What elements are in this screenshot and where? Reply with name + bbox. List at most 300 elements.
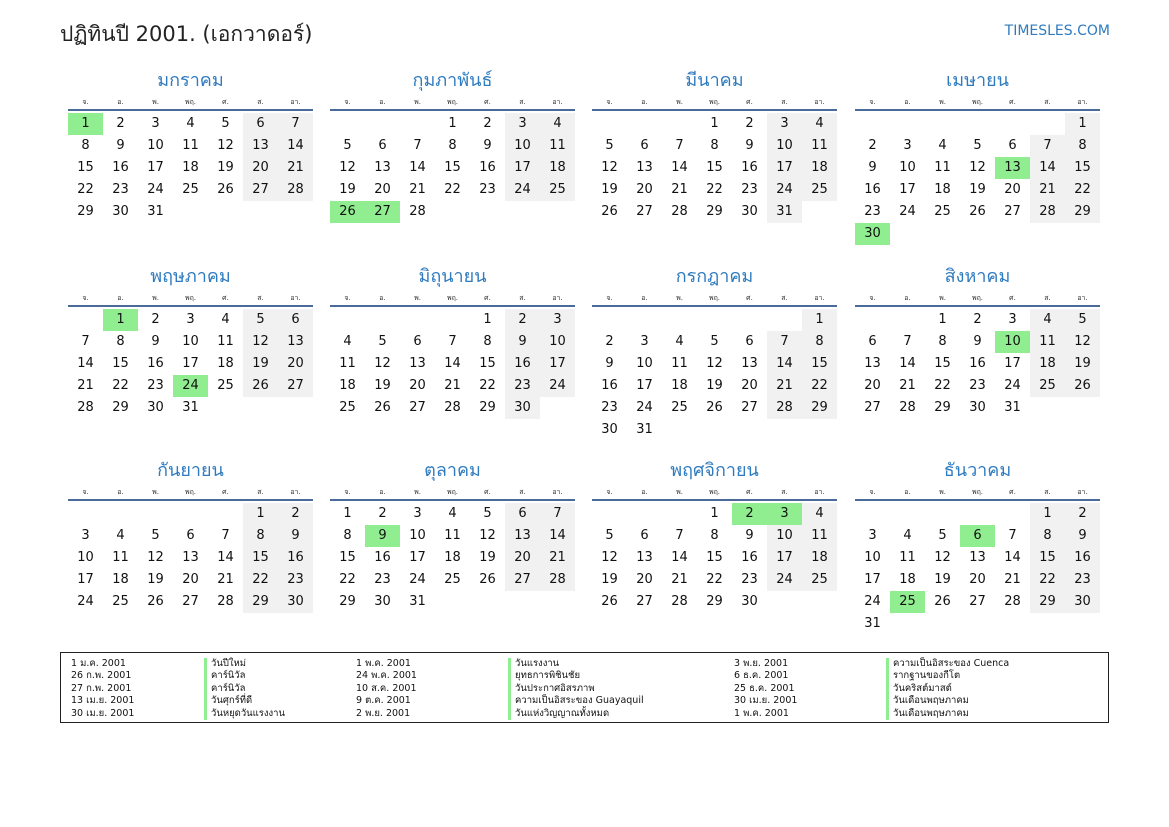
day-cell[interactable]: 16 (969, 356, 986, 371)
day-cell[interactable]: 27 (243, 179, 278, 201)
day-cell[interactable]: 3 (1008, 312, 1017, 327)
day-cell[interactable]: 18 (339, 378, 356, 393)
day-cell[interactable]: 16 (147, 356, 164, 371)
day-cell[interactable]: 22 (339, 572, 356, 587)
day-cell[interactable]: 21 (1030, 179, 1065, 201)
day-cell[interactable]: 20 (741, 378, 758, 393)
day-cell[interactable]: 16 (601, 378, 618, 393)
day-cell[interactable]: 28 (899, 400, 916, 415)
day-cell[interactable]: 12 (374, 356, 391, 371)
day-cell[interactable]: 25 (540, 179, 575, 201)
day-cell[interactable]: 15 (802, 353, 837, 375)
day-cell[interactable]: 17 (409, 550, 426, 565)
day-cell[interactable]: 23 (864, 204, 881, 219)
day-cell[interactable]: 31 (147, 204, 164, 219)
day-cell[interactable]: 23 (374, 572, 391, 587)
holiday-day-cell[interactable]: 26 (330, 201, 365, 223)
day-cell[interactable]: 20 (505, 547, 540, 569)
day-cell[interactable]: 9 (278, 525, 313, 547)
day-cell[interactable]: 14 (217, 550, 234, 565)
day-cell[interactable]: 13 (864, 356, 881, 371)
day-cell[interactable]: 2 (278, 503, 313, 525)
day-cell[interactable]: 28 (1004, 594, 1021, 609)
day-cell[interactable]: 28 (540, 569, 575, 591)
day-cell[interactable]: 22 (706, 182, 723, 197)
day-cell[interactable]: 11 (217, 334, 234, 349)
day-cell[interactable]: 16 (374, 550, 391, 565)
day-cell[interactable]: 7 (278, 113, 313, 135)
day-cell[interactable]: 6 (1008, 138, 1017, 153)
day-cell[interactable]: 20 (278, 353, 313, 375)
day-cell[interactable]: 19 (934, 572, 951, 587)
day-cell[interactable]: 10 (505, 135, 540, 157)
holiday-day-cell[interactable]: 10 (995, 331, 1030, 353)
day-cell[interactable]: 8 (938, 334, 947, 349)
day-cell[interactable]: 11 (671, 356, 688, 371)
day-cell[interactable]: 25 (217, 378, 234, 393)
day-cell[interactable]: 30 (601, 422, 618, 437)
day-cell[interactable]: 19 (374, 378, 391, 393)
day-cell[interactable]: 18 (444, 550, 461, 565)
day-cell[interactable]: 24 (767, 179, 802, 201)
day-cell[interactable]: 5 (710, 334, 719, 349)
day-cell[interactable]: 26 (601, 594, 618, 609)
day-cell[interactable]: 22 (444, 182, 461, 197)
day-cell[interactable]: 12 (1065, 331, 1100, 353)
day-cell[interactable]: 27 (182, 594, 199, 609)
day-cell[interactable]: 7 (448, 334, 457, 349)
day-cell[interactable]: 19 (217, 160, 234, 175)
day-cell[interactable]: 21 (671, 572, 688, 587)
holiday-day-cell[interactable]: 3 (767, 503, 802, 525)
day-cell[interactable]: 18 (1030, 353, 1065, 375)
day-cell[interactable]: 18 (182, 160, 199, 175)
day-cell[interactable]: 11 (339, 356, 356, 371)
day-cell[interactable]: 27 (1004, 204, 1021, 219)
day-cell[interactable]: 19 (147, 572, 164, 587)
day-cell[interactable]: 26 (374, 400, 391, 415)
day-cell[interactable]: 29 (479, 400, 496, 415)
day-cell[interactable]: 4 (343, 334, 352, 349)
day-cell[interactable]: 6 (640, 138, 649, 153)
day-cell[interactable]: 19 (243, 353, 278, 375)
day-cell[interactable]: 13 (243, 135, 278, 157)
day-cell[interactable]: 29 (1065, 201, 1100, 223)
day-cell[interactable]: 11 (802, 525, 837, 547)
day-cell[interactable]: 11 (1030, 331, 1065, 353)
day-cell[interactable]: 23 (741, 572, 758, 587)
day-cell[interactable]: 17 (147, 160, 164, 175)
day-cell[interactable]: 15 (112, 356, 129, 371)
day-cell[interactable]: 23 (1065, 569, 1100, 591)
day-cell[interactable]: 19 (1065, 353, 1100, 375)
day-cell[interactable]: 28 (77, 400, 94, 415)
day-cell[interactable]: 9 (973, 334, 982, 349)
day-cell[interactable]: 24 (636, 400, 653, 415)
day-cell[interactable]: 22 (802, 375, 837, 397)
day-cell[interactable]: 15 (77, 160, 94, 175)
day-cell[interactable]: 23 (601, 400, 618, 415)
day-cell[interactable]: 10 (899, 160, 916, 175)
day-cell[interactable]: 17 (505, 157, 540, 179)
day-cell[interactable]: 19 (601, 572, 618, 587)
day-cell[interactable]: 19 (479, 550, 496, 565)
day-cell[interactable]: 17 (864, 572, 881, 587)
day-cell[interactable]: 10 (77, 550, 94, 565)
day-cell[interactable]: 26 (243, 375, 278, 397)
day-cell[interactable]: 8 (1030, 525, 1065, 547)
day-cell[interactable]: 8 (1065, 135, 1100, 157)
day-cell[interactable]: 2 (378, 506, 387, 521)
day-cell[interactable]: 14 (278, 135, 313, 157)
day-cell[interactable]: 15 (706, 160, 723, 175)
day-cell[interactable]: 21 (899, 378, 916, 393)
day-cell[interactable]: 16 (505, 353, 540, 375)
day-cell[interactable]: 19 (969, 182, 986, 197)
day-cell[interactable]: 30 (1065, 591, 1100, 613)
day-cell[interactable]: 29 (1030, 591, 1065, 613)
site-link[interactable]: TIMESLES.COM (1004, 23, 1110, 39)
day-cell[interactable]: 27 (636, 204, 653, 219)
day-cell[interactable]: 6 (278, 309, 313, 331)
day-cell[interactable]: 6 (413, 334, 422, 349)
day-cell[interactable]: 31 (182, 400, 199, 415)
day-cell[interactable]: 5 (938, 528, 947, 543)
day-cell[interactable]: 8 (243, 525, 278, 547)
day-cell[interactable]: 19 (706, 378, 723, 393)
day-cell[interactable]: 25 (934, 204, 951, 219)
holiday-day-cell[interactable]: 25 (890, 591, 925, 613)
day-cell[interactable]: 30 (278, 591, 313, 613)
day-cell[interactable]: 14 (899, 356, 916, 371)
day-cell[interactable]: 9 (483, 138, 492, 153)
day-cell[interactable]: 22 (1030, 569, 1065, 591)
day-cell[interactable]: 18 (540, 157, 575, 179)
day-cell[interactable]: 14 (444, 356, 461, 371)
day-cell[interactable]: 30 (741, 594, 758, 609)
day-cell[interactable]: 31 (864, 616, 881, 631)
day-cell[interactable]: 11 (112, 550, 129, 565)
day-cell[interactable]: 15 (934, 356, 951, 371)
day-cell[interactable]: 1 (448, 116, 457, 131)
day-cell[interactable]: 10 (147, 138, 164, 153)
day-cell[interactable]: 21 (671, 182, 688, 197)
day-cell[interactable]: 25 (1030, 375, 1065, 397)
day-cell[interactable]: 24 (77, 594, 94, 609)
day-cell[interactable]: 8 (116, 334, 125, 349)
day-cell[interactable]: 10 (540, 331, 575, 353)
day-cell[interactable]: 11 (934, 160, 951, 175)
holiday-day-cell[interactable]: 2 (732, 503, 767, 525)
day-cell[interactable]: 18 (671, 378, 688, 393)
day-cell[interactable]: 10 (864, 550, 881, 565)
day-cell[interactable]: 10 (767, 525, 802, 547)
day-cell[interactable]: 4 (675, 334, 684, 349)
day-cell[interactable]: 29 (339, 594, 356, 609)
day-cell[interactable]: 13 (636, 160, 653, 175)
day-cell[interactable]: 13 (278, 331, 313, 353)
day-cell[interactable]: 15 (339, 550, 356, 565)
day-cell[interactable]: 20 (409, 378, 426, 393)
day-cell[interactable]: 2 (483, 116, 492, 131)
day-cell[interactable]: 13 (374, 160, 391, 175)
day-cell[interactable]: 16 (741, 160, 758, 175)
day-cell[interactable]: 23 (112, 182, 129, 197)
day-cell[interactable]: 26 (479, 572, 496, 587)
day-cell[interactable]: 20 (1004, 182, 1021, 197)
day-cell[interactable]: 17 (1004, 356, 1021, 371)
day-cell[interactable]: 6 (868, 334, 877, 349)
day-cell[interactable]: 3 (868, 528, 877, 543)
day-cell[interactable]: 1 (343, 506, 352, 521)
day-cell[interactable]: 24 (864, 594, 881, 609)
day-cell[interactable]: 4 (221, 312, 230, 327)
day-cell[interactable]: 15 (479, 356, 496, 371)
day-cell[interactable]: 20 (969, 572, 986, 587)
day-cell[interactable]: 26 (147, 594, 164, 609)
day-cell[interactable]: 10 (182, 334, 199, 349)
day-cell[interactable]: 11 (182, 138, 199, 153)
day-cell[interactable]: 26 (934, 594, 951, 609)
day-cell[interactable]: 17 (77, 572, 94, 587)
day-cell[interactable]: 6 (243, 113, 278, 135)
day-cell[interactable]: 3 (540, 309, 575, 331)
day-cell[interactable]: 4 (802, 503, 837, 525)
day-cell[interactable]: 13 (505, 525, 540, 547)
holiday-day-cell[interactable]: 30 (855, 223, 890, 245)
day-cell[interactable]: 7 (675, 528, 684, 543)
day-cell[interactable]: 26 (1065, 375, 1100, 397)
day-cell[interactable]: 13 (741, 356, 758, 371)
day-cell[interactable]: 2 (151, 312, 160, 327)
day-cell[interactable]: 12 (217, 138, 234, 153)
day-cell[interactable]: 5 (483, 506, 492, 521)
day-cell[interactable]: 17 (767, 157, 802, 179)
day-cell[interactable]: 2 (868, 138, 877, 153)
day-cell[interactable]: 8 (710, 528, 719, 543)
day-cell[interactable]: 7 (675, 138, 684, 153)
day-cell[interactable]: 21 (77, 378, 94, 393)
day-cell[interactable]: 27 (636, 594, 653, 609)
day-cell[interactable]: 7 (1008, 528, 1017, 543)
day-cell[interactable]: 19 (339, 182, 356, 197)
day-cell[interactable]: 3 (505, 113, 540, 135)
day-cell[interactable]: 6 (640, 528, 649, 543)
day-cell[interactable]: 2 (116, 116, 125, 131)
day-cell[interactable]: 7 (1030, 135, 1065, 157)
day-cell[interactable]: 14 (1004, 550, 1021, 565)
day-cell[interactable]: 25 (339, 400, 356, 415)
day-cell[interactable]: 6 (186, 528, 195, 543)
day-cell[interactable]: 21 (444, 378, 461, 393)
day-cell[interactable]: 14 (671, 160, 688, 175)
day-cell[interactable]: 23 (147, 378, 164, 393)
day-cell[interactable]: 13 (969, 550, 986, 565)
day-cell[interactable]: 6 (378, 138, 387, 153)
day-cell[interactable]: 10 (636, 356, 653, 371)
day-cell[interactable]: 9 (1065, 525, 1100, 547)
day-cell[interactable]: 31 (767, 201, 802, 223)
day-cell[interactable]: 26 (969, 204, 986, 219)
day-cell[interactable]: 12 (601, 550, 618, 565)
day-cell[interactable]: 4 (116, 528, 125, 543)
day-cell[interactable]: 26 (706, 400, 723, 415)
day-cell[interactable]: 24 (1004, 378, 1021, 393)
day-cell[interactable]: 17 (540, 353, 575, 375)
day-cell[interactable]: 11 (899, 550, 916, 565)
day-cell[interactable]: 30 (505, 397, 540, 419)
day-cell[interactable]: 28 (1030, 201, 1065, 223)
day-cell[interactable]: 17 (636, 378, 653, 393)
day-cell[interactable]: 29 (706, 594, 723, 609)
day-cell[interactable]: 2 (745, 116, 754, 131)
day-cell[interactable]: 23 (479, 182, 496, 197)
day-cell[interactable]: 26 (217, 182, 234, 197)
day-cell[interactable]: 29 (112, 400, 129, 415)
day-cell[interactable]: 9 (505, 331, 540, 353)
day-cell[interactable]: 22 (77, 182, 94, 197)
day-cell[interactable]: 28 (217, 594, 234, 609)
day-cell[interactable]: 4 (802, 113, 837, 135)
day-cell[interactable]: 25 (671, 400, 688, 415)
day-cell[interactable]: 29 (802, 397, 837, 419)
day-cell[interactable]: 13 (409, 356, 426, 371)
day-cell[interactable]: 24 (540, 375, 575, 397)
day-cell[interactable]: 23 (505, 375, 540, 397)
day-cell[interactable]: 7 (540, 503, 575, 525)
day-cell[interactable]: 13 (182, 550, 199, 565)
day-cell[interactable]: 16 (278, 547, 313, 569)
day-cell[interactable]: 5 (378, 334, 387, 349)
day-cell[interactable]: 31 (409, 594, 426, 609)
day-cell[interactable]: 4 (448, 506, 457, 521)
day-cell[interactable]: 24 (767, 569, 802, 591)
day-cell[interactable]: 21 (217, 572, 234, 587)
day-cell[interactable]: 16 (864, 182, 881, 197)
day-cell[interactable]: 28 (444, 400, 461, 415)
day-cell[interactable]: 5 (343, 138, 352, 153)
day-cell[interactable]: 4 (1030, 309, 1065, 331)
day-cell[interactable]: 18 (217, 356, 234, 371)
day-cell[interactable]: 12 (243, 331, 278, 353)
day-cell[interactable]: 15 (1030, 547, 1065, 569)
day-cell[interactable]: 9 (116, 138, 125, 153)
day-cell[interactable]: 25 (112, 594, 129, 609)
day-cell[interactable]: 3 (186, 312, 195, 327)
day-cell[interactable]: 24 (899, 204, 916, 219)
day-cell[interactable]: 27 (969, 594, 986, 609)
day-cell[interactable]: 25 (182, 182, 199, 197)
day-cell[interactable]: 29 (243, 591, 278, 613)
day-cell[interactable]: 27 (505, 569, 540, 591)
day-cell[interactable]: 9 (605, 356, 614, 371)
day-cell[interactable]: 3 (640, 334, 649, 349)
day-cell[interactable]: 6 (505, 503, 540, 525)
day-cell[interactable]: 12 (969, 160, 986, 175)
day-cell[interactable]: 14 (409, 160, 426, 175)
day-cell[interactable]: 31 (636, 422, 653, 437)
day-cell[interactable]: 21 (540, 547, 575, 569)
day-cell[interactable]: 3 (903, 138, 912, 153)
holiday-day-cell[interactable]: 27 (365, 201, 400, 223)
day-cell[interactable]: 9 (151, 334, 160, 349)
day-cell[interactable]: 14 (540, 525, 575, 547)
day-cell[interactable]: 25 (802, 569, 837, 591)
day-cell[interactable]: 15 (243, 547, 278, 569)
day-cell[interactable]: 18 (802, 547, 837, 569)
day-cell[interactable]: 20 (864, 378, 881, 393)
day-cell[interactable]: 16 (1065, 547, 1100, 569)
day-cell[interactable]: 12 (706, 356, 723, 371)
day-cell[interactable]: 14 (767, 353, 802, 375)
day-cell[interactable]: 17 (767, 547, 802, 569)
day-cell[interactable]: 18 (934, 182, 951, 197)
day-cell[interactable]: 7 (221, 528, 230, 543)
day-cell[interactable]: 8 (710, 138, 719, 153)
day-cell[interactable]: 5 (605, 528, 614, 543)
day-cell[interactable]: 5 (1065, 309, 1100, 331)
day-cell[interactable]: 25 (802, 179, 837, 201)
day-cell[interactable]: 24 (409, 572, 426, 587)
holiday-day-cell[interactable]: 6 (960, 525, 995, 547)
day-cell[interactable]: 28 (671, 204, 688, 219)
day-cell[interactable]: 10 (767, 135, 802, 157)
day-cell[interactable]: 27 (864, 400, 881, 415)
day-cell[interactable]: 2 (1065, 503, 1100, 525)
day-cell[interactable]: 29 (934, 400, 951, 415)
day-cell[interactable]: 11 (540, 135, 575, 157)
day-cell[interactable]: 4 (540, 113, 575, 135)
day-cell[interactable]: 30 (112, 204, 129, 219)
day-cell[interactable]: 9 (868, 160, 877, 175)
day-cell[interactable]: 12 (479, 528, 496, 543)
day-cell[interactable]: 8 (81, 138, 90, 153)
day-cell[interactable]: 15 (706, 550, 723, 565)
day-cell[interactable]: 30 (741, 204, 758, 219)
day-cell[interactable]: 15 (444, 160, 461, 175)
day-cell[interactable]: 29 (77, 204, 94, 219)
day-cell[interactable]: 16 (479, 160, 496, 175)
day-cell[interactable]: 29 (706, 204, 723, 219)
day-cell[interactable]: 22 (243, 569, 278, 591)
day-cell[interactable]: 5 (243, 309, 278, 331)
day-cell[interactable]: 7 (413, 138, 422, 153)
day-cell[interactable]: 13 (636, 550, 653, 565)
day-cell[interactable]: 1 (483, 312, 492, 327)
day-cell[interactable]: 15 (1065, 157, 1100, 179)
day-cell[interactable]: 2 (605, 334, 614, 349)
day-cell[interactable]: 8 (802, 331, 837, 353)
day-cell[interactable]: 3 (151, 116, 160, 131)
day-cell[interactable]: 5 (605, 138, 614, 153)
day-cell[interactable]: 27 (741, 400, 758, 415)
day-cell[interactable]: 26 (601, 204, 618, 219)
day-cell[interactable]: 7 (767, 331, 802, 353)
day-cell[interactable]: 4 (186, 116, 195, 131)
day-cell[interactable]: 10 (409, 528, 426, 543)
day-cell[interactable]: 31 (1004, 400, 1021, 415)
day-cell[interactable]: 1 (1030, 503, 1065, 525)
day-cell[interactable]: 22 (112, 378, 129, 393)
day-cell[interactable]: 28 (409, 204, 426, 219)
day-cell[interactable]: 24 (147, 182, 164, 197)
day-cell[interactable]: 19 (601, 182, 618, 197)
day-cell[interactable]: 23 (278, 569, 313, 591)
day-cell[interactable]: 25 (444, 572, 461, 587)
day-cell[interactable]: 3 (81, 528, 90, 543)
day-cell[interactable]: 1 (938, 312, 947, 327)
day-cell[interactable]: 30 (374, 594, 391, 609)
